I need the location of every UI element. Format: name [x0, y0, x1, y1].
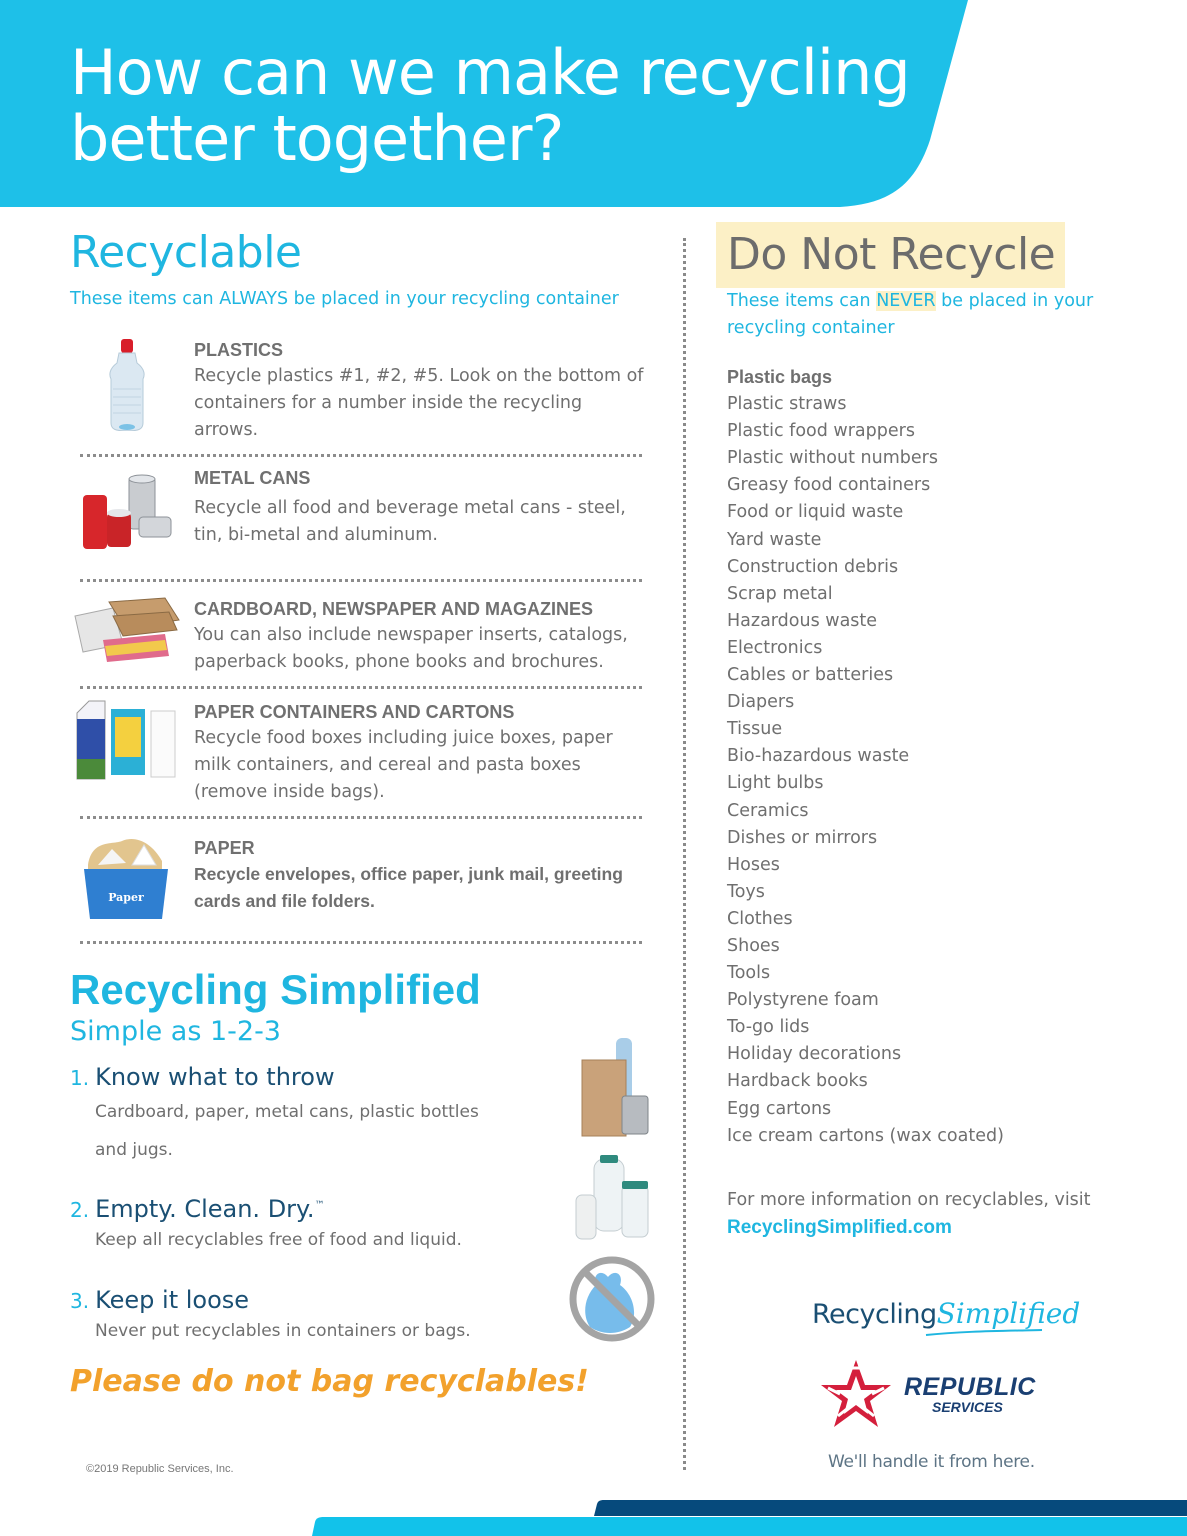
list-item: Bio-hazardous waste: [727, 746, 910, 767]
footer-bars: [0, 1490, 1187, 1536]
cardboard-newspaper-icon: [72, 596, 182, 666]
recyclable-item-cardboard: CARDBOARD, NEWSPAPER AND MAGAZINES You can also include newspaper inserts, catalogs, paperback books, phone books and brochures.: [70, 582, 650, 686]
list-item: Holiday decorations: [727, 1044, 902, 1065]
list-item: Tissue: [727, 719, 783, 740]
list-item: Cables or batteries: [727, 665, 894, 686]
recycling-simplified-logo: RecyclingSimplified: [812, 1297, 1080, 1330]
list-item: Polystyrene foam: [727, 990, 879, 1011]
do-not-recycle-list: [727, 364, 1127, 1150]
page-title: How can we make recycling better together?: [70, 36, 910, 175]
recyclable-item-metal-cans: METAL CANS Recycle all food and beverage metal cans - steel, tin, bi-metal and aluminum.: [70, 457, 650, 571]
cartons-icon: [72, 699, 182, 781]
list-item: Food or liquid waste: [727, 502, 904, 523]
list-item: Yard waste: [727, 529, 822, 550]
recyclable-item-cartons: PAPER CONTAINERS AND CARTONS Recycle food boxes including juice boxes, paper milk containers, and cereal and pasta boxes (remove inside bags).: [70, 689, 650, 816]
do-not-recycle-title-highlight: [716, 222, 1065, 288]
recyclable-subtitle: These items can ALWAYS be placed in your recycling container: [70, 289, 619, 309]
list-item: Clothes: [727, 908, 793, 929]
step-3: 3. Keep it loose Never put recyclables in containers or bags.: [70, 1285, 650, 1346]
recyclable-section: [70, 226, 650, 1399]
list-item: Plastic straws: [727, 394, 847, 415]
list-item: Scrap metal: [727, 583, 833, 604]
list-item: Plastic bags: [727, 367, 833, 387]
more-info-text: For more information on recyclables, visit RecyclingSimplified.com: [727, 1189, 1091, 1238]
recyclable-title: Recyclable: [70, 227, 302, 278]
list-item: Toys: [727, 881, 765, 902]
paper-bin-icon: [72, 835, 182, 919]
recyclables-group-icon: [580, 1038, 650, 1142]
recyclable-list: [70, 331, 650, 944]
list-item: Light bulbs: [727, 773, 824, 794]
list-item: Plastic food wrappers: [727, 421, 915, 442]
republic-star-icon: [820, 1358, 892, 1430]
clean-containers-icon: [574, 1155, 650, 1247]
tagline: We'll handle it from here.: [828, 1452, 1035, 1472]
list-item: Greasy food containers: [727, 475, 931, 496]
republic-services-logo: REPUBLIC SERVICES: [820, 1358, 1036, 1430]
do-not-recycle-title: Do Not Recycle: [727, 229, 1056, 280]
list-item: Plastic without numbers: [727, 448, 938, 469]
list-item: Shoes: [727, 935, 780, 956]
list-item: Hazardous waste: [727, 610, 878, 631]
list-item: Hardback books: [727, 1071, 868, 1092]
step-2: 2. Empty. Clean. Dry.™ Keep all recyclables free of food and liquid.: [70, 1191, 650, 1255]
recyclable-item-plastics: PLASTICS Recycle plastics #1, #2, #5. Look on the bottom of containers for a number inside the recycling arrows.: [70, 331, 650, 454]
list-item: To-go lids: [727, 1017, 810, 1038]
list-item: Egg cartons: [727, 1098, 832, 1119]
recyclable-item-paper: Paper PAPER Recycle envelopes, office paper, junk mail, greeting cards and file folders.: [70, 819, 650, 929]
list-item: Electronics: [727, 637, 823, 658]
do-not-recycle-section: [727, 222, 1127, 1242]
column-divider: [683, 238, 686, 1470]
dotted-divider: [80, 941, 642, 944]
list-item: Hoses: [727, 854, 780, 875]
simplified-section: Recycling Simplified Simple as 1-2-3 1. Know what to throw Cardboard, paper, metal cans, plastic bottles and jugs. 2. Empty. Clean. Dry.™ Keep all recyclables free of food and liquid. 3. Keep it loose Never put recyclables in containers or bags. Please do not bag recyclables!: [70, 966, 650, 1399]
list-item: Tools: [727, 963, 771, 984]
list-item: Dishes or mirrors: [727, 827, 878, 848]
plastic-bottle-icon: [72, 337, 182, 433]
svg-text:Paper: Paper: [108, 891, 144, 904]
list-item: Diapers: [727, 692, 795, 713]
do-not-recycle-subtitle: These items can NEVER be placed in your recycling container: [727, 291, 1094, 338]
no-bags-icon: [568, 1255, 656, 1347]
step-1: 1. Know what to throw Cardboard, paper, metal cans, plastic bottles and jugs.: [70, 1062, 650, 1169]
list-item: Ice cream cartons (wax coated): [727, 1125, 1004, 1146]
list-item: Construction debris: [727, 556, 899, 577]
metal-cans-icon: [72, 465, 182, 561]
warning-text: Please do not bag recyclables!: [70, 1364, 589, 1399]
recycling-simplified-link[interactable]: RecyclingSimplified.com: [727, 1216, 952, 1238]
copyright: ©2019 Republic Services, Inc.: [86, 1463, 234, 1475]
list-item: Ceramics: [727, 800, 809, 821]
